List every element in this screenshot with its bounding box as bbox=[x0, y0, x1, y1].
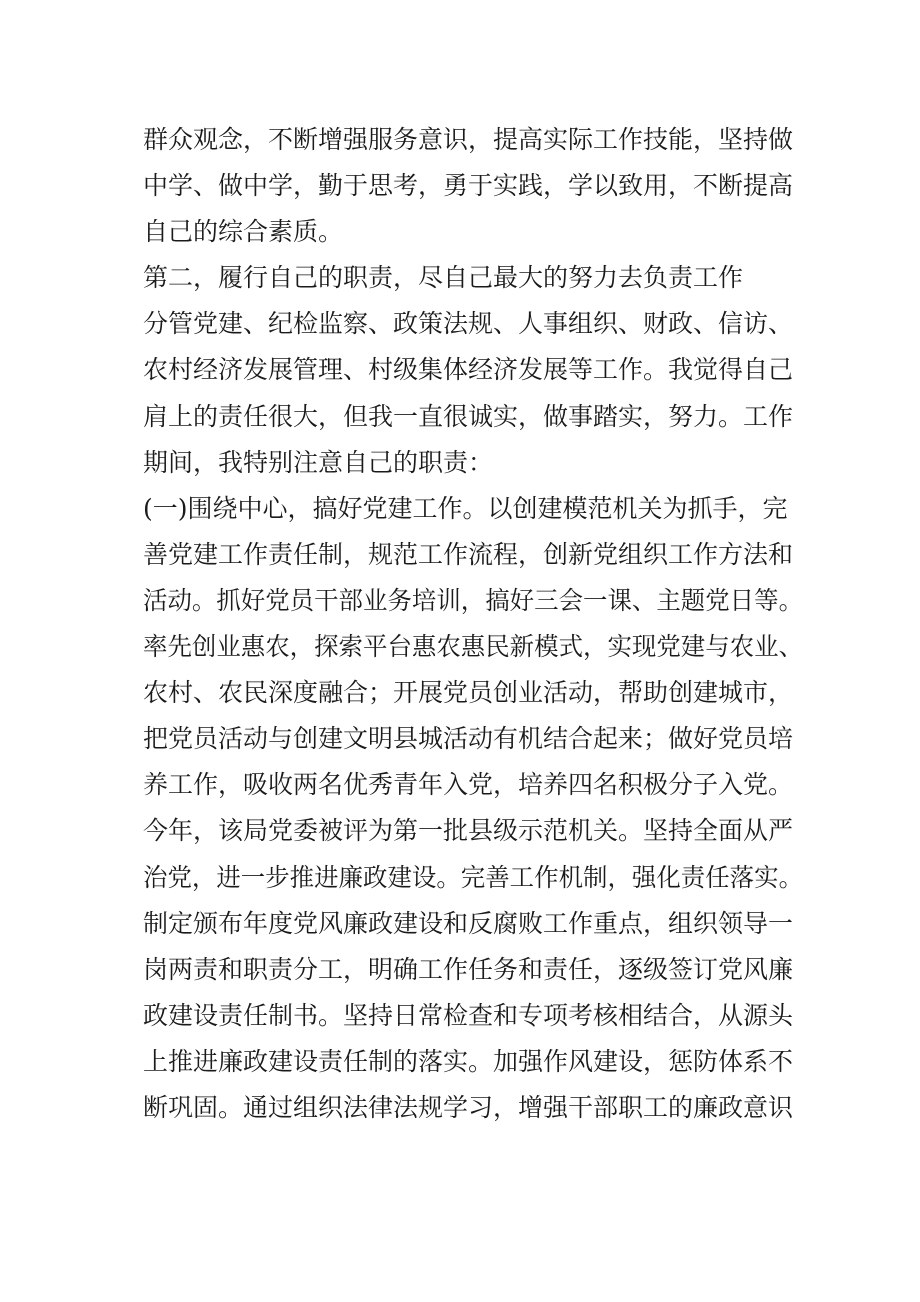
text-line: 期间，我特别注意自己的职责： bbox=[143, 447, 494, 477]
text-line: 制定颁布年度党风廉政建设和反腐败工作重点，组织领导一 bbox=[143, 908, 794, 938]
text-line: 自己的综合素质。 bbox=[143, 217, 344, 247]
text-line: 断巩固。通过组织法律法规学习，增强干部职工的廉政意识 bbox=[143, 1092, 794, 1122]
text-line: 把党员活动与创建文明县城活动有机结合起来；做好党员培 bbox=[143, 724, 794, 754]
text-line: 分管党建、纪检监察、政策法规、人事组织、财政、信访、 bbox=[143, 309, 794, 339]
text-line: 肩上的责任很大，但我一直很诚实，做事踏实，努力。工作 bbox=[143, 401, 794, 431]
text-line: 善党建工作责任制，规范工作流程，创新党组织工作方法和 bbox=[143, 539, 794, 569]
text-line: 农村、农民深度融合；开展党员创业活动，帮助创建城市， bbox=[143, 678, 794, 708]
text-line: 中学、做中学，勤于思考，勇于实践，学以致用，不断提高 bbox=[143, 171, 794, 201]
text-line: 活动。抓好党员干部业务培训，搞好三会一课、主题党日等。 bbox=[143, 585, 804, 615]
body-text bbox=[143, 117, 803, 1131]
text-line: 群众观念，不断增强服务意识，提高实际工作技能，坚持做 bbox=[143, 125, 794, 154]
text-line: 政建设责任制书。坚持日常检查和专项考核相结合，从源头 bbox=[143, 1000, 794, 1030]
subsection-line: (一)围绕中心，搞好党建工作。以创建模范机关为抓手，完 bbox=[143, 493, 788, 523]
section-heading: 第二，履行自己的职责，尽自己最大的努力去负责工作 bbox=[143, 263, 744, 293]
text-line: 农村经济发展管理、村级集体经济发展等工作。我觉得自己 bbox=[143, 355, 794, 385]
text-line: 上推进廉政建设责任制的落实。加强作风建设，惩防体系不 bbox=[143, 1046, 794, 1076]
text-line: 养工作，吸收两名优秀青年入党，培养四名积极分子入党。 bbox=[143, 770, 794, 800]
text-line: 今年，该局党委被评为第一批县级示范机关。坚持全面从严 bbox=[143, 816, 794, 846]
text-line: 率先创业惠农，探索平台惠农惠民新模式，实现党建与农业、 bbox=[143, 632, 804, 662]
text-line: 治党，进一步推进廉政建设。完善工作机制，强化责任落实。 bbox=[143, 862, 804, 892]
text-line: 岗两责和职责分工，明确工作任务和责任，逐级签订党风廉 bbox=[143, 954, 794, 984]
